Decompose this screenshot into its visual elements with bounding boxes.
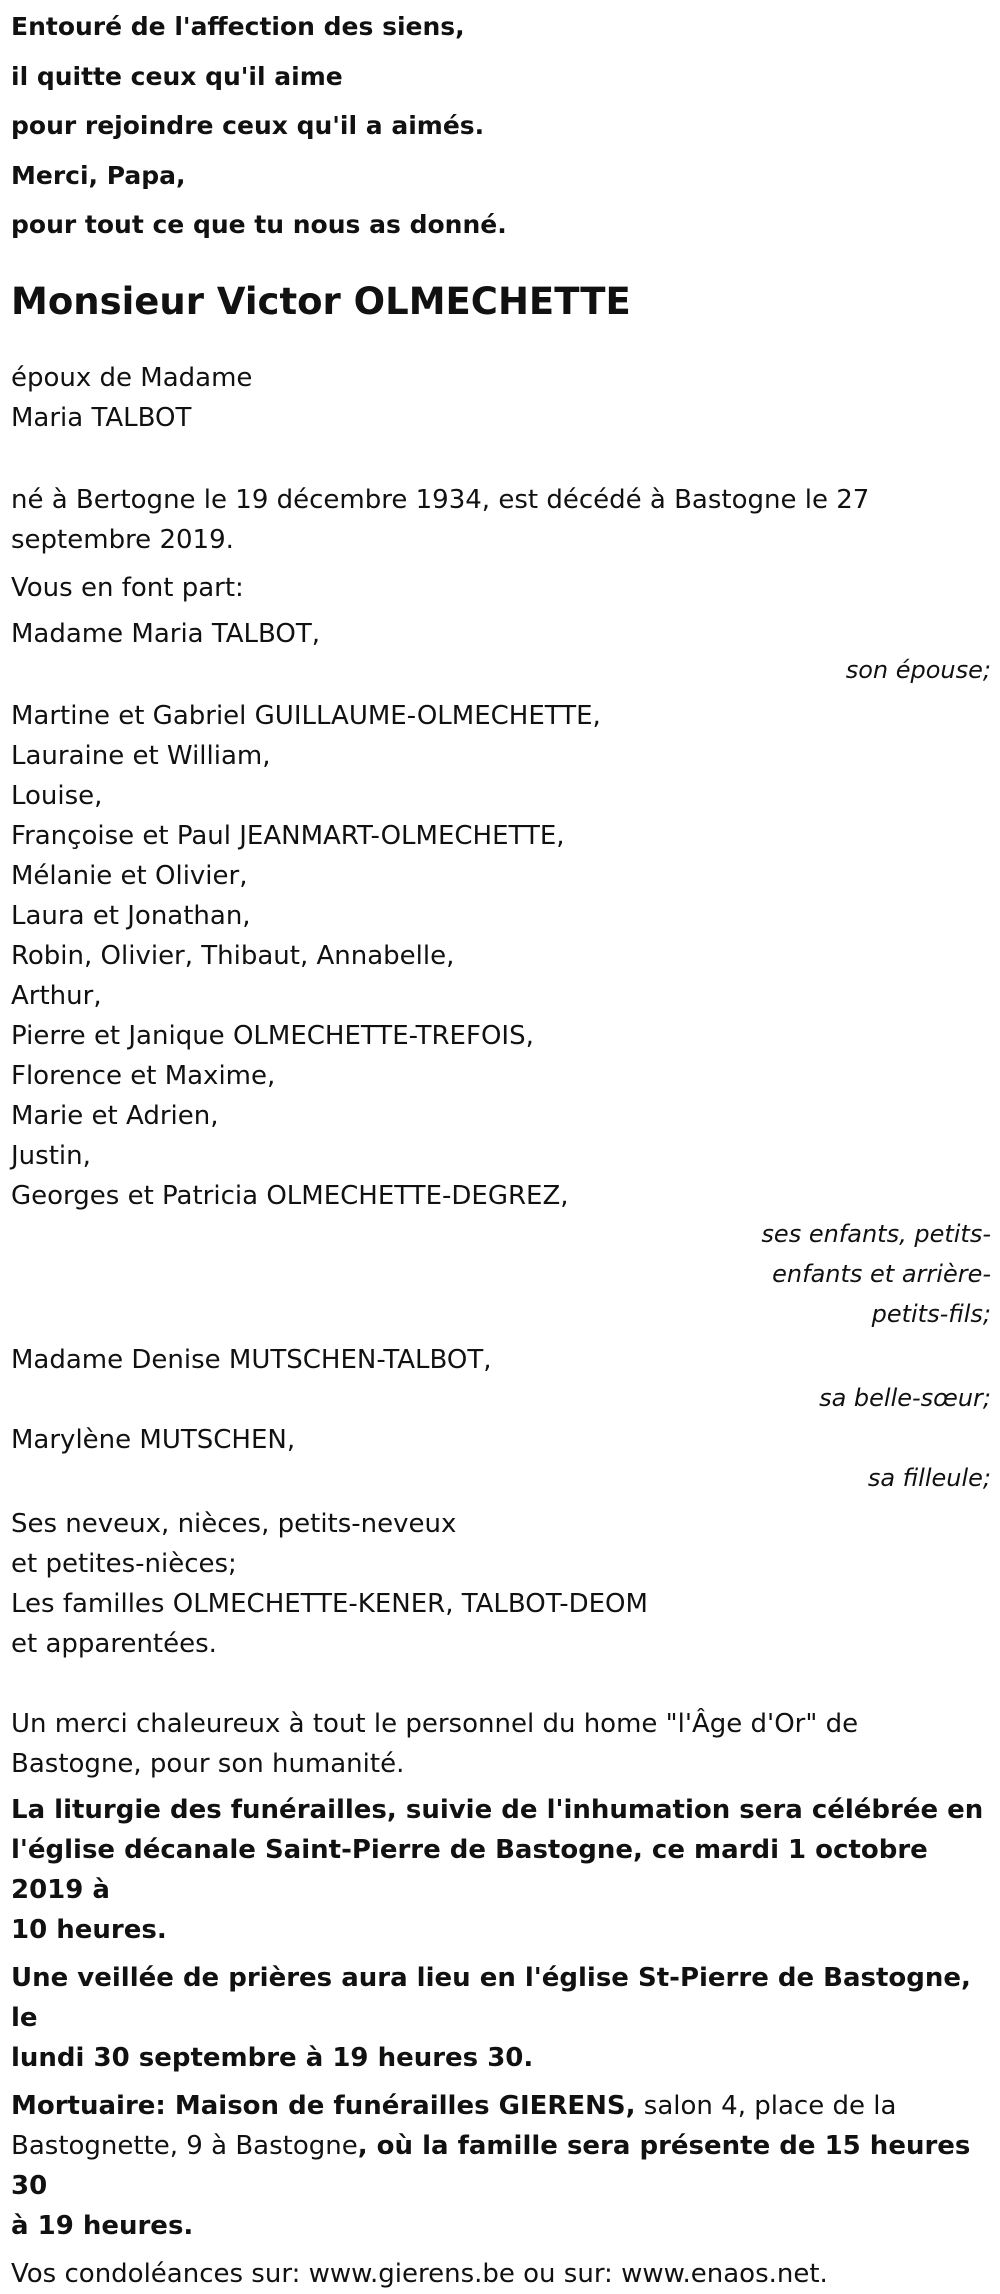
- family-name-line: Georges et Patricia OLMECHETTE-DEGREZ,: [11, 1180, 569, 1211]
- verse-line: Entouré de l'affection des siens,: [11, 12, 465, 41]
- spouse-line: époux de Madame: [11, 362, 253, 393]
- spouse-line: Maria TALBOT: [11, 402, 192, 433]
- mortuary-text: Bastognette, 9 à Bastogne: [11, 2130, 358, 2161]
- other-relatives-line: et petites-nièces;: [11, 1548, 237, 1579]
- liturgy-line: l'église décanale Saint-Pierre de Bastogne, ce mardi 1 octobre 2019 à: [11, 1834, 928, 1905]
- other-relatives-line: Les familles OLMECHETTE-KENER, TALBOT-DEOM: [11, 1588, 648, 1619]
- family-group: [11, 614, 989, 690]
- family-name-line: Justin,: [11, 1140, 91, 1171]
- liturgy-line: 10 heures.: [11, 1914, 167, 1945]
- relation-label: son épouse;: [845, 655, 991, 684]
- verse-line: il quitte ceux qu'il aime: [11, 61, 343, 91]
- family-name-line: Robin, Olivier, Thibaut, Annabelle,: [11, 940, 455, 971]
- family-name-line: Pierre et Janique OLMECHETTE-TREFOIS,: [11, 1020, 534, 1051]
- thanks-line: Bastogne, pour son humanité.: [11, 1748, 405, 1779]
- mortuary-bold-text: Mortuaire: Maison de funérailles GIERENS,: [11, 2090, 636, 2121]
- vigil-line: Une veillée de prières aura lieu en l'église St-Pierre de Bastogne, le: [11, 1962, 971, 2033]
- family-name-line: Mélanie et Olivier,: [11, 860, 248, 891]
- family-name-line: Madame Maria TALBOT,: [11, 618, 320, 649]
- deceased-name: Monsieur Victor OLMECHETTE: [11, 279, 631, 323]
- family-name-line: Laura et Jonathan,: [11, 900, 251, 931]
- mortuary-text: salon 4, place de la: [635, 2090, 897, 2121]
- opening-verse: [11, 0, 989, 250]
- verse-line: pour tout ce que tu nous as donné.: [11, 210, 507, 239]
- family-name-line: Marylène MUTSCHEN,: [11, 1424, 296, 1455]
- vigil-paragraph: [11, 1958, 989, 2078]
- family-group: [11, 1420, 989, 1498]
- relation-label: sa filleule;: [867, 1463, 991, 1492]
- mortuary-paragraph: [11, 2086, 989, 2246]
- birth-death-line: né à Bertogne le 19 décembre 1934, est décédé à Bastogne le 27: [11, 484, 870, 515]
- birth-death-info: [11, 480, 989, 560]
- mortuary-line: [11, 2086, 989, 2126]
- relation-label: petits-fils;: [871, 1299, 991, 1328]
- birth-death-line: septembre 2019.: [11, 524, 234, 555]
- relation-label: ses enfants, petits-: [761, 1219, 991, 1248]
- family-name-line: Louise,: [11, 780, 103, 811]
- family-group: [11, 696, 989, 1334]
- liturgy-paragraph: [11, 1790, 989, 1950]
- thanks-paragraph: [11, 1704, 989, 1784]
- thanks-line: Un merci chaleureux à tout le personnel du home "l'Âge d'Or" de: [11, 1708, 859, 1739]
- other-relatives: [11, 1504, 989, 1664]
- verse-line: Merci, Papa,: [11, 160, 186, 190]
- spouse-info: [11, 358, 989, 438]
- mortuary-line: [11, 2206, 989, 2246]
- family-name-line: Lauraine et William,: [11, 740, 271, 771]
- family-name-line: Arthur,: [11, 980, 102, 1011]
- other-relatives-line: Ses neveux, nièces, petits-neveux: [11, 1508, 457, 1539]
- relation-label: sa belle-sœur;: [819, 1383, 991, 1412]
- family-name-line: Martine et Gabriel GUILLAUME-OLMECHETTE,: [11, 700, 601, 731]
- condolences-line: Vos condoléances sur: www.gierens.be ou sur: www.enaos.net.: [11, 2258, 828, 2289]
- announcement-intro: Vous en font part:: [11, 572, 244, 603]
- verse-line: pour rejoindre ceux qu'il a aimés.: [11, 111, 485, 140]
- family-name-line: Marie et Adrien,: [11, 1100, 219, 1131]
- family-group: [11, 1340, 989, 1418]
- family-name-line: Madame Denise MUTSCHEN-TALBOT,: [11, 1344, 492, 1375]
- liturgy-line: La liturgie des funérailles, suivie de l'inhumation sera célébrée en: [11, 1794, 984, 1825]
- mortuary-bold-text: à 19 heures.: [11, 2210, 194, 2241]
- mortuary-line: [11, 2126, 989, 2206]
- family-name-line: Françoise et Paul JEANMART-OLMECHETTE,: [11, 820, 565, 851]
- relation-label: enfants et arrière-: [772, 1259, 991, 1288]
- mortuary-bold-text: , où la famille sera présente de 15 heures 30: [11, 2130, 971, 2201]
- family-name-line: Florence et Maxime,: [11, 1060, 276, 1091]
- vigil-line: lundi 30 septembre à 19 heures 30.: [11, 2042, 534, 2073]
- other-relatives-line: et apparentées.: [11, 1628, 217, 1659]
